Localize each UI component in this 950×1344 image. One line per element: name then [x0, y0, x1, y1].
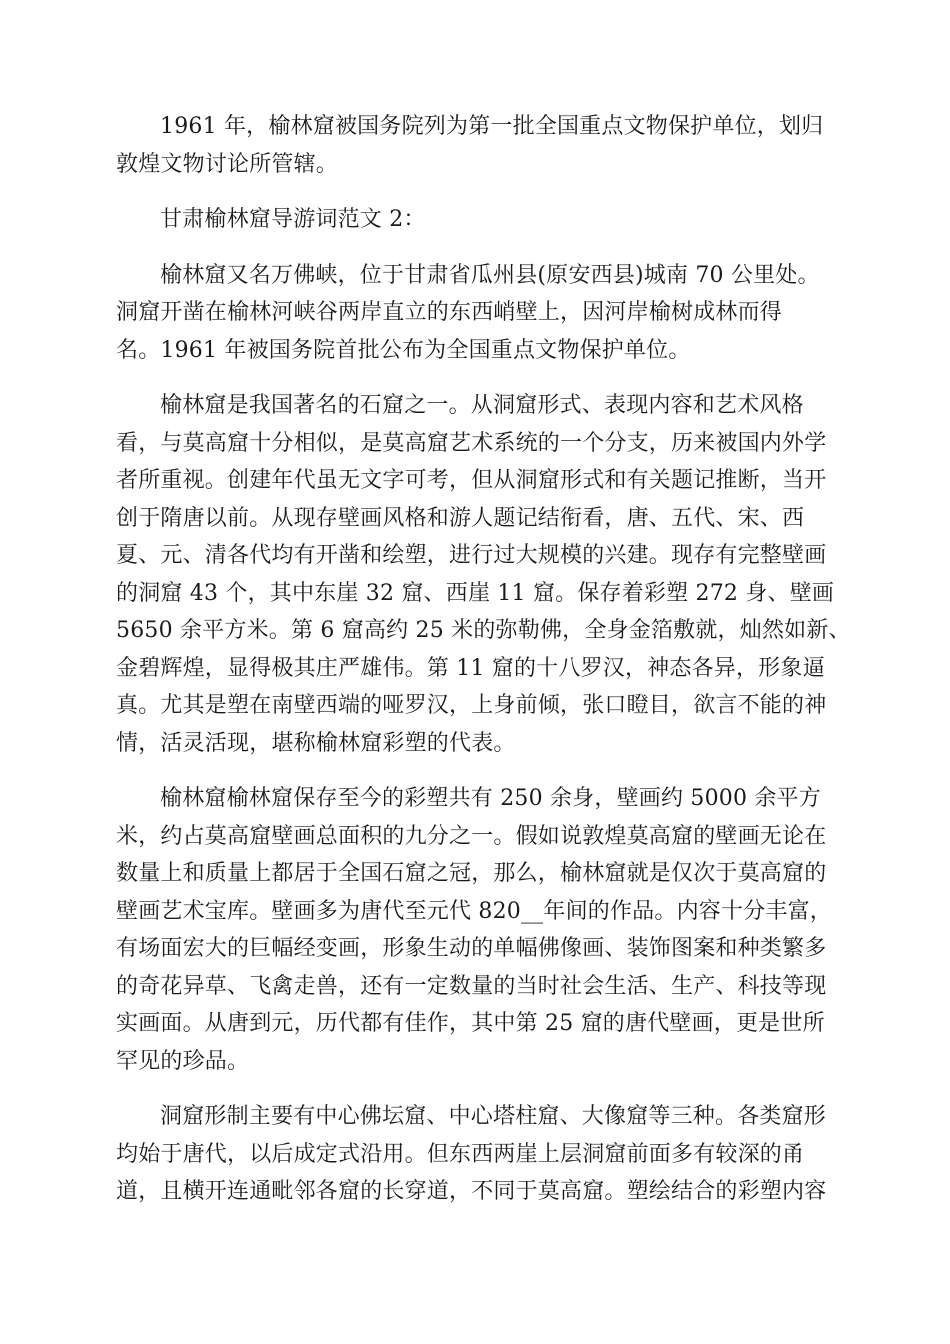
text-line: 洞窟开凿在榆林河峡谷两岸直立的东西峭壁上，因河岸榆树成林而得: [116, 300, 783, 325]
text-line: 道，且横开连通毗邻各窟的长穿道，不同于莫高窟。塑绘结合的彩塑内容: [116, 1179, 827, 1204]
text-line: 金碧辉煌，显得极其庄严雄伟。第 11 窟的十八罗汉，神态各异，形象逼: [116, 655, 825, 681]
paragraph-5: [116, 780, 834, 1080]
text-line: 洞窟形制主要有中心佛坛窟、中心塔柱窟、大像窟等三种。各类窟形: [160, 1104, 827, 1129]
text-line: 5650 余平方米。第 6 窟高约 25 米的弥勒佛，全身金箔敷就，灿然如新、: [116, 618, 851, 643]
text-line: 实画面。从唐到元，历代都有佳作，其中第 25 窟的唐代壁画，更是世所: [116, 1011, 825, 1036]
text-line: 1961 年，榆林窟被国务院列为第一批全国重点文物保护单位，划归: [160, 114, 824, 139]
text-line: 名。1961 年被国务院首批公布为全国重点文物保护单位。: [116, 337, 691, 363]
text-line: 敦煌文物讨论所管辖。: [116, 151, 339, 177]
text-line: 米，约占莫高窟壁画总面积的九分之一。假如说敦煌莫高窟的壁画无论在: [116, 823, 827, 849]
paragraph-heading: [116, 201, 834, 239]
text-line: 罕见的珍品。: [116, 1048, 250, 1074]
text-line: 创于隋唐以前。从现存壁画风格和游人题记结衔看，唐、五代、宋、西: [116, 505, 805, 531]
text-line: 夏、元、清各代均有开凿和绘塑，进行过大规模的兴建。现存有完整壁画: [116, 543, 827, 568]
text-line: 榆林窟是我国著名的石窟之一。从洞窟形式、表现内容和艺术风格: [160, 393, 804, 418]
text-line: 看，与莫高窟十分相似，是莫高窟艺术系统的一个分支，历来被国内外学: [116, 430, 827, 456]
document-body: [116, 108, 851, 1211]
text-line: 榆林窟又名万佛峡，位于甘肃省瓜州县(原安西县)城南 70 公里处。: [160, 262, 820, 288]
text-line: 数量上和质量上都居于全国石窟之冠，那么，榆林窟就是仅次于莫高窟的: [116, 861, 827, 886]
text-line: 均始于唐代，以后成定式沿用。但东西两崖上层洞窟前面多有较深的甬: [116, 1141, 805, 1167]
text-line: 真。尤其是塑在南壁西端的哑罗汉，上身前倾，张口瞪目，欲言不能的神: [116, 693, 827, 718]
text-line: 情，活灵活现，堪称榆林窟彩塑的代表。: [116, 730, 516, 756]
text-line: 壁画艺术宝库。壁画多为唐代至元代 820__年间的作品。内容十分丰富，: [116, 898, 832, 924]
text-line: 榆林窟榆林窟保存至今的彩塑共有 250 余身，壁画约 5000 余平方: [160, 786, 821, 811]
text-line: 的奇花异草、飞禽走兽，还有一定数量的当时社会生活、生产、科技等现: [116, 973, 827, 999]
paragraph-4: [116, 387, 851, 762]
text-line: 的洞窟 43 个，其中东崖 32 窟、西崖 11 窟。保存着彩塑 272 身、壁画: [116, 580, 835, 606]
paragraph-3: [116, 257, 834, 370]
paragraph-1: [116, 108, 834, 183]
text-line: 有场面宏大的巨幅经变画，形象生动的单幅佛像画、装饰图案和种类繁多: [116, 936, 827, 961]
paragraph-6: [116, 1098, 834, 1211]
section-heading: 甘肃榆林窟导游词范文 2：: [160, 207, 426, 232]
text-line: 者所重视。创建年代虽无文字可考，但从洞窟形式和有关题记推断，当开: [116, 468, 827, 493]
